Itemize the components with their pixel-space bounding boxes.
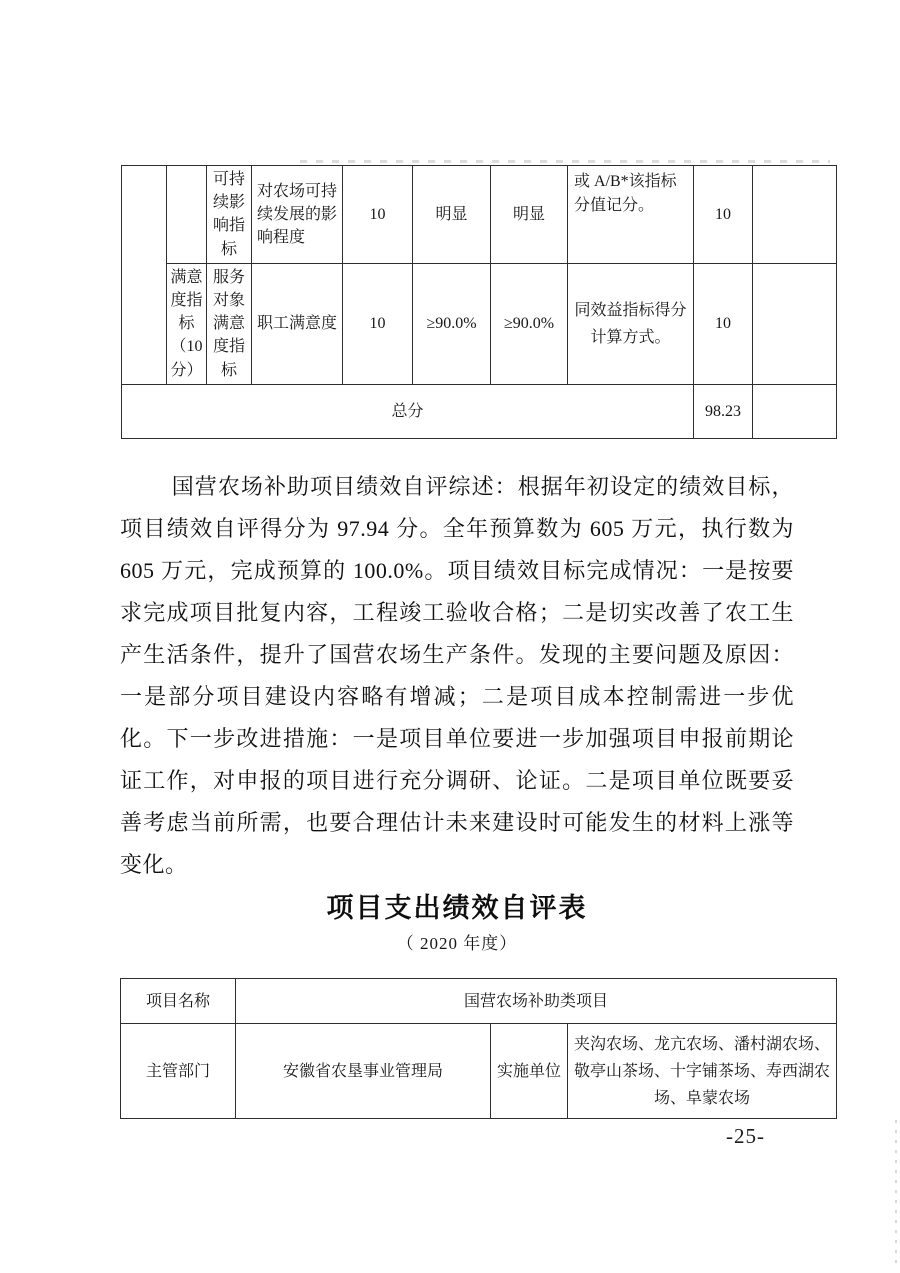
cell-annual-target: 明显	[413, 166, 491, 264]
cell-indicator-group: 服务对象满意度指标	[207, 263, 252, 384]
table-row	[122, 263, 837, 384]
cell-category: 满意度指标（10分）	[167, 263, 207, 384]
table-row-total	[122, 384, 837, 438]
cell-annual-target: ≥90.0%	[413, 263, 491, 384]
cell-score: 10	[694, 166, 753, 264]
project-eval-table	[120, 978, 837, 1119]
cell-project-name-label: 项目名称	[121, 979, 236, 1024]
cell-weight: 10	[343, 166, 413, 264]
cell-indicator-group: 可持续影响指标	[207, 166, 252, 264]
table-row	[122, 166, 837, 264]
cell-department-value: 安徽省农垦事业管理局	[236, 1024, 491, 1119]
cell-department-label: 主管部门	[121, 1024, 236, 1119]
cell-implement-label: 实施单位	[491, 1024, 568, 1119]
cell-total-label: 总分	[122, 384, 694, 438]
cell-total-remark-empty	[753, 384, 837, 438]
scan-artifact	[300, 160, 830, 163]
cell-total-score: 98.23	[694, 384, 753, 438]
cell-actual-value: ≥90.0%	[491, 263, 568, 384]
self-evaluation-summary: 国营农场补助项目绩效自评综述：根据年初设定的绩效目标，项目绩效自评得分为 97.94 分。全年预算数为 605 万元，执行数为 605 万元，完成预算的 100.0%。项目绩效目标完成情况：一是按要求完成项目批复内容，工程竣工验收合格；二是切实改善了农工生产生活条件，提升了国营农场生产条件。发现的主要问题及原因：一是部分项目建设内容略有增减；二是项目成本控制需进一步优化。下一步改进措施：一是项目单位要进一步加强项目申报前期论证工作，对申报的项目进行充分调研、论证。二是项目单位既要妥善考虑当前所需，也要合理估计未来建设时可能发生的材料上涨等变化。	[120, 474, 794, 877]
cell-level1-empty	[122, 166, 167, 385]
table-row	[121, 1024, 837, 1119]
eval-table-year: （ 2020 年度）	[396, 934, 518, 953]
cell-category-empty	[167, 166, 207, 264]
cell-scoring-note: 或 A/B*该指标分值记分。	[568, 166, 694, 264]
cell-implement-value: 夹沟农场、龙亢农场、潘村湖农场、敬亭山茶场、十字铺茶场、寿西湖农场、阜蒙农场	[568, 1024, 837, 1119]
scan-artifact	[895, 1120, 897, 1270]
cell-scoring-note: 同效益指标得分计算方式。	[568, 263, 694, 384]
cell-score: 10	[694, 263, 753, 384]
cell-remark-empty	[753, 166, 837, 264]
indicator-table-continued	[121, 165, 837, 439]
cell-actual-value: 明显	[491, 166, 568, 264]
cell-weight: 10	[343, 263, 413, 384]
cell-remark-empty	[753, 263, 837, 384]
eval-table-title: 项目支出绩效自评表	[326, 893, 588, 923]
cell-indicator-name: 职工满意度	[252, 263, 343, 384]
cell-project-name-value: 国营农场补助类项目	[236, 979, 837, 1024]
cell-indicator-name: 对农场可持续发展的影响程度	[252, 166, 343, 264]
page-number: -25-	[726, 1124, 765, 1148]
table-row	[121, 979, 837, 1024]
